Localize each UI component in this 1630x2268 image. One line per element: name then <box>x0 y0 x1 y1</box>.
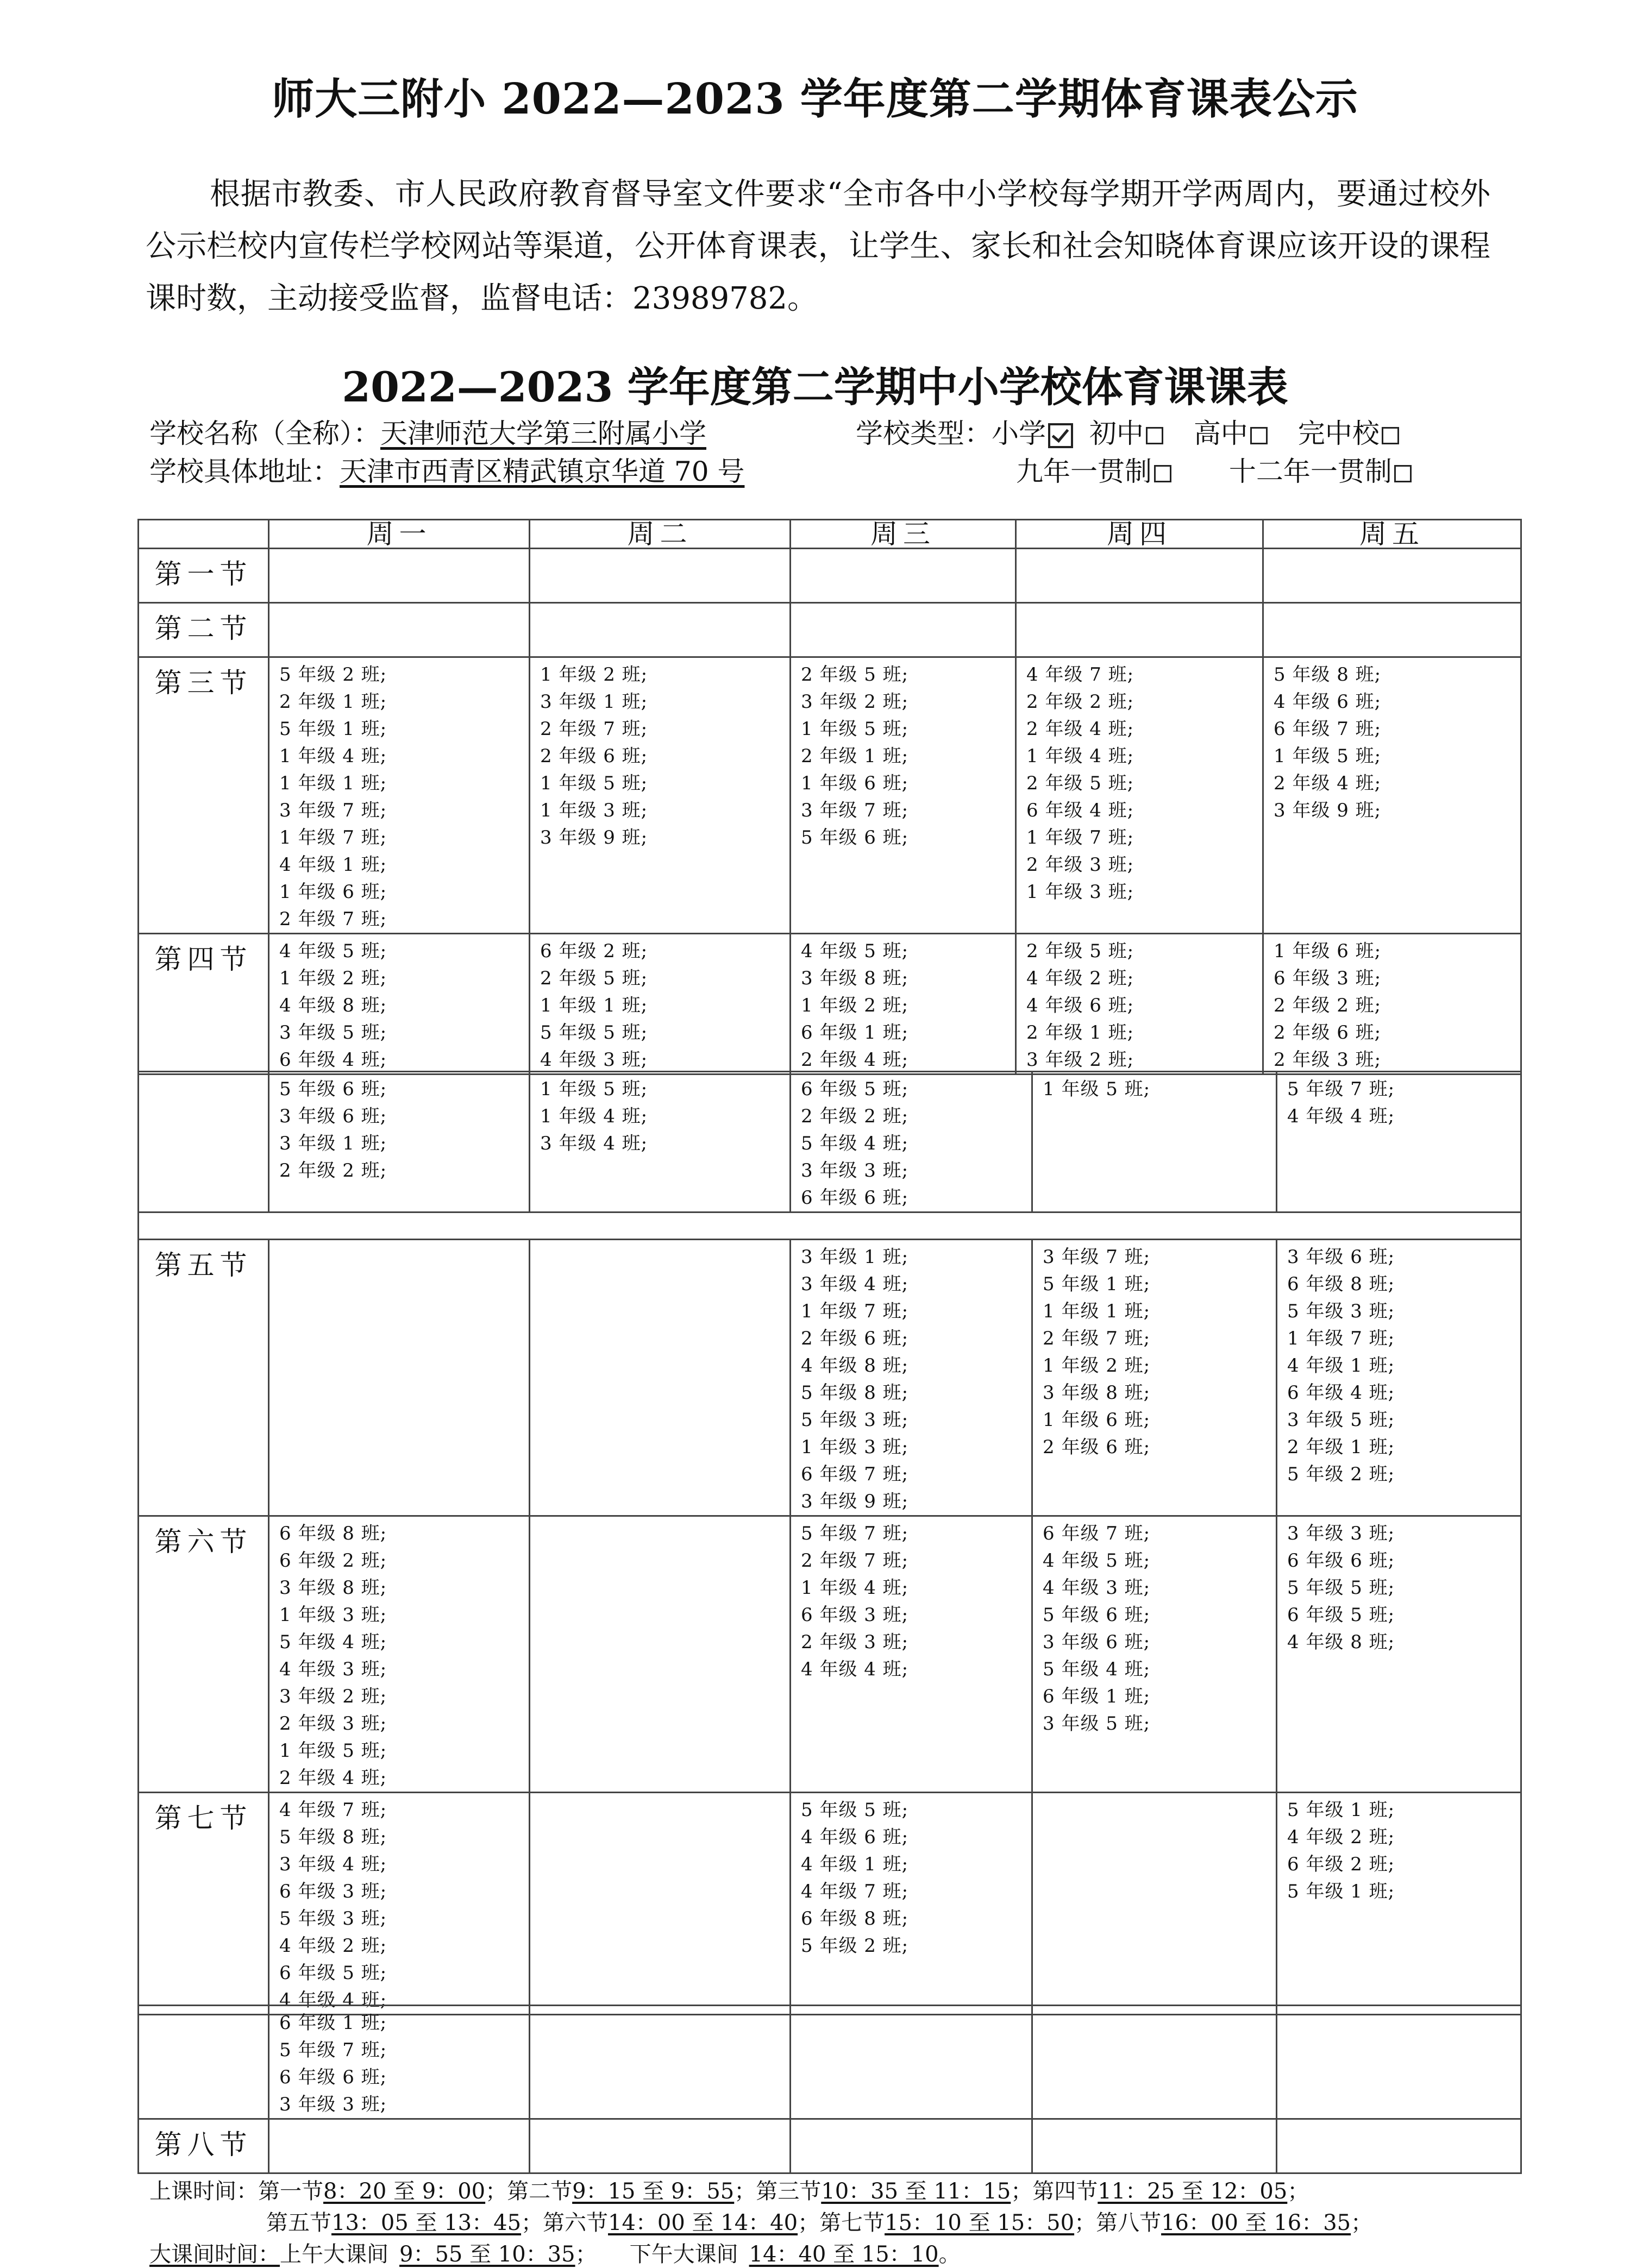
class-entry: 5 年级 6 班; <box>279 1078 387 1100</box>
class-entry: 2 年级 6 班; <box>1043 1436 1151 1458</box>
period-4-continued-label <box>139 1072 269 1212</box>
pm-break-label: 下午大课间 <box>629 2242 738 2267</box>
slot-cell <box>791 934 1016 1075</box>
class-entry: 5 年级 7 班; <box>279 2039 387 2061</box>
class-entry: 5 年级 5 班; <box>1287 1577 1395 1599</box>
school-type-row-2 <box>1016 450 1412 489</box>
class-entry: 3 年级 9 班; <box>801 1491 909 1512</box>
class-entry: 3 年级 7 班; <box>279 800 387 821</box>
class-entry: 6 年级 4 班; <box>279 1049 387 1071</box>
checkbox-icon[interactable] <box>1382 427 1399 444</box>
class-entry: 5 年级 8 班; <box>279 1826 387 1848</box>
slot-cell <box>1277 1516 1521 1793</box>
class-entry: 2 年级 1 班; <box>1287 1436 1395 1458</box>
slot-cell <box>1277 1240 1521 1516</box>
class-entry: 6 年级 2 班; <box>540 940 648 962</box>
slot-cell <box>1277 2006 1521 2119</box>
class-entry: 6 年级 1 班; <box>801 1022 909 1044</box>
separator: ； <box>1074 2210 1096 2235</box>
class-entry: 2 年级 4 班; <box>801 1049 909 1071</box>
slot-cell <box>269 1240 530 1516</box>
page-title: 师大三附小 2022—2023 学年度第二学期体育课表公示 <box>272 74 1358 124</box>
class-entry: 3 年级 5 班; <box>1287 1409 1395 1431</box>
class-entry: 5 年级 1 班; <box>1287 1881 1395 1902</box>
class-entry: 6 年级 6 班; <box>1287 1550 1395 1572</box>
class-times-line-1 <box>149 2174 1309 2205</box>
class-entry: 6 年级 5 班; <box>801 1078 909 1100</box>
class-entry: 3 年级 8 班; <box>801 967 909 989</box>
period-7-label: 第七节 <box>139 1793 269 2015</box>
class-entry: 3 年级 8 班; <box>279 1577 387 1599</box>
class-entry: 5 年级 3 班; <box>801 1409 909 1431</box>
class-entry: 6 年级 6 班; <box>801 1187 909 1209</box>
class-entry: 2 年级 6 班; <box>801 1328 909 1349</box>
slot-cell <box>1032 1240 1277 1516</box>
class-entry: 1 年级 1 班; <box>540 995 648 1016</box>
class-entry: 2 年级 4 班; <box>1026 718 1134 740</box>
class-entry: 5 年级 7 班; <box>801 1523 909 1544</box>
slot-cell <box>1032 2006 1277 2119</box>
pm-break-time: 14：40 至 15：10 <box>749 2242 939 2267</box>
slot-cell <box>1016 603 1263 657</box>
slot-cell <box>269 934 530 1075</box>
slot-cell <box>1263 934 1521 1075</box>
separator: ； <box>1351 2210 1373 2235</box>
class-entry: 6 年级 8 班; <box>1287 1273 1395 1295</box>
class-entry: 6 年级 5 班; <box>279 1962 387 1984</box>
slot-cell <box>791 1516 1032 1793</box>
class-entry: 5 年级 6 班; <box>1043 1604 1151 1626</box>
class-entry: 1 年级 6 班; <box>1274 940 1382 962</box>
slot-cell <box>530 1072 791 1212</box>
class-entry: 6 年级 3 班; <box>1274 967 1382 989</box>
class-entry: 4 年级 3 班; <box>540 1049 648 1071</box>
class-entry: 1 年级 3 班; <box>540 800 648 821</box>
class-entry: 2 年级 3 班; <box>1274 1049 1382 1071</box>
slot-cell <box>530 1516 791 1793</box>
class-entry: 1 年级 4 班; <box>801 1577 909 1599</box>
slot-cell <box>269 657 530 934</box>
class-entry: 3 年级 6 班; <box>279 1105 387 1127</box>
class-entry: 5 年级 2 班; <box>801 1935 909 1957</box>
class-entry: 1 年级 4 班; <box>540 1105 648 1127</box>
period-6-time-label: 第六节 <box>543 2210 609 2235</box>
school-address-value: 天津市西青区精武镇京华道 70 号 <box>340 456 745 487</box>
checkbox-icon[interactable] <box>1250 427 1268 444</box>
class-entry: 2 年级 5 班; <box>801 664 909 686</box>
class-entry: 1 年级 4 班; <box>279 745 387 767</box>
period-6-time: 14：00 至 14：40 <box>608 2210 798 2235</box>
class-entry: 4 年级 1 班; <box>279 854 387 876</box>
class-entry: 3 年级 7 班; <box>1043 1246 1151 1268</box>
class-entry: 4 年级 1 班; <box>801 1854 909 1875</box>
corner-cell <box>139 520 269 549</box>
period-3-time-label: 第三节 <box>756 2179 822 2204</box>
class-entry: 2 年级 5 班; <box>540 967 648 989</box>
class-entry: 3 年级 2 班; <box>1026 1049 1134 1071</box>
class-entry: 3 年级 2 班; <box>279 1686 387 1707</box>
break-time-label: 大课间时间： <box>149 2242 280 2267</box>
class-entry: 4 年级 7 班; <box>801 1881 909 1902</box>
class-entry: 1 年级 3 班; <box>1026 881 1134 903</box>
class-entry: 4 年级 3 班; <box>1043 1577 1151 1599</box>
class-entry: 3 年级 1 班; <box>801 1246 909 1268</box>
slot-cell <box>791 1072 1032 1212</box>
school-name-value: 天津师范大学第三附属小学 <box>380 418 706 449</box>
class-entry: 4 年级 6 班; <box>1274 691 1382 713</box>
class-entry: 2 年级 3 班; <box>801 1631 909 1653</box>
class-entry: 1 年级 5 班; <box>540 772 648 794</box>
class-entry: 4 年级 6 班; <box>801 1826 909 1848</box>
class-entry: 3 年级 1 班; <box>279 1133 387 1154</box>
class-entry: 4 年级 7 班; <box>1026 664 1134 686</box>
slot-cell <box>269 603 530 657</box>
day-header-fri: 周五 <box>1263 520 1521 549</box>
school-address-row <box>149 450 744 489</box>
class-entry: 1 年级 5 班; <box>279 1740 387 1762</box>
class-entry: 2 年级 6 班; <box>540 745 648 767</box>
class-entry: 1 年级 7 班; <box>1026 827 1134 849</box>
separator: ； <box>575 2242 597 2267</box>
slot-cell <box>530 549 791 603</box>
class-entry: 3 年级 4 班; <box>279 1854 387 1875</box>
class-entry: 3 年级 6 班; <box>1287 1246 1395 1268</box>
slot-cell <box>1277 1072 1521 1212</box>
period-5-time: 13：05 至 13：45 <box>331 2210 522 2235</box>
class-entry: 5 年级 5 班; <box>801 1799 909 1821</box>
am-break-time: 9：55 至 10：35 <box>399 2242 575 2267</box>
class-entry: 3 年级 4 班; <box>801 1273 909 1295</box>
period-4-time-label: 第四节 <box>1032 2179 1098 2204</box>
type-nine-label: 九年一贯制 <box>1016 456 1152 487</box>
class-entry: 2 年级 7 班; <box>801 1550 909 1572</box>
class-entry: 2 年级 4 班; <box>279 1767 387 1789</box>
slot-cell <box>530 603 791 657</box>
school-type-row <box>856 412 1399 451</box>
class-entry: 6 年级 1 班; <box>279 2012 387 2034</box>
class-entry: 2 年级 2 班; <box>1026 691 1134 713</box>
type-primary-label: 小学 <box>992 418 1046 449</box>
am-break-label: 上午大课间 <box>280 2242 388 2267</box>
slot-cell <box>1263 549 1521 603</box>
class-entry: 3 年级 1 班; <box>540 691 648 713</box>
class-entry: 1 年级 1 班; <box>279 772 387 794</box>
period-5-label: 第五节 <box>139 1240 269 1516</box>
slot-cell <box>530 1240 791 1516</box>
class-entry: 1 年级 5 班; <box>801 718 909 740</box>
period-8-time: 16：00 至 16：35 <box>1161 2210 1351 2235</box>
class-entry: 1 年级 2 班; <box>1043 1355 1151 1377</box>
slot-cell <box>1016 549 1263 603</box>
class-entry: 1 年级 3 班; <box>801 1436 909 1458</box>
class-time-label: 上课时间： <box>149 2179 258 2204</box>
class-entry: 2 年级 1 班; <box>279 691 387 713</box>
class-entry: 6 年级 6 班; <box>279 2066 387 2088</box>
class-entry: 1 年级 2 班; <box>279 967 387 989</box>
slot-cell <box>1263 657 1521 934</box>
class-entry: 5 年级 2 班; <box>279 664 387 686</box>
period-6-label: 第六节 <box>139 1516 269 1793</box>
period-2-time: 9：15 至 9：55 <box>572 2179 735 2204</box>
class-entry: 3 年级 4 班; <box>540 1133 648 1154</box>
class-entry: 4 年级 1 班; <box>1287 1355 1395 1377</box>
day-header-thu: 周四 <box>1016 520 1263 549</box>
class-entry: 3 年级 3 班; <box>801 1160 909 1182</box>
slot-cell <box>1016 657 1263 934</box>
class-entry: 1 年级 2 班; <box>801 995 909 1016</box>
class-entry: 2 年级 1 班; <box>801 745 909 767</box>
slot-cell <box>269 1516 530 1793</box>
class-entry: 2 年级 2 班; <box>1274 995 1382 1016</box>
period-7-time-label: 第七节 <box>819 2210 885 2235</box>
day-header-wed: 周三 <box>791 520 1016 549</box>
type-junior-label: 初中 <box>1089 418 1144 449</box>
class-entry: 4 年级 2 班; <box>1287 1826 1395 1848</box>
schedule-table-part-2 <box>137 1071 1522 2015</box>
table-title: 2022—2023 学年度第二学期中小学校体育课课表 <box>342 363 1288 411</box>
schedule-table-part-1 <box>137 519 1522 1075</box>
period-7-time: 15：10 至 15：50 <box>885 2210 1075 2235</box>
slot-cell <box>1263 603 1521 657</box>
type-twelve-label: 十二年一贯制 <box>1228 456 1392 487</box>
class-entry: 5 年级 3 班; <box>279 1908 387 1930</box>
class-entry: 2 年级 2 班; <box>279 1160 387 1182</box>
period-1-time-label: 第一节 <box>258 2179 323 2204</box>
period-5-time-label: 第五节 <box>266 2210 331 2235</box>
day-header-mon: 周一 <box>269 520 530 549</box>
class-entry: 5 年级 1 班; <box>1287 1799 1395 1821</box>
end-mark: 。 <box>938 2242 961 2267</box>
period-3-time: 10：35 至 11：15 <box>821 2179 1011 2204</box>
class-entry: 4 年级 2 班; <box>1026 967 1134 989</box>
class-entry: 4 年级 8 班; <box>1287 1631 1395 1653</box>
period-1-label: 第一节 <box>139 549 269 603</box>
class-entry: 1 年级 6 班; <box>1043 1409 1151 1431</box>
class-entry: 2 年级 5 班; <box>1026 940 1134 962</box>
spacer-row <box>139 1212 1521 1240</box>
class-entry: 5 年级 4 班; <box>1043 1658 1151 1680</box>
class-entry: 1 年级 2 班; <box>540 664 648 686</box>
slot-cell <box>1032 1072 1277 1212</box>
checkbox-icon[interactable] <box>1146 427 1163 444</box>
slot-cell <box>1032 1793 1277 2015</box>
class-entry: 1 年级 5 班; <box>540 1078 648 1100</box>
class-entry: 1 年级 6 班; <box>279 881 387 903</box>
slot-cell <box>530 2119 791 2173</box>
slot-cell <box>530 934 791 1075</box>
notice-paragraph: 根据市教委、市人民政府教育督导室文件要求“全市各中小学校每学期开学两周内，要通过校外公示栏校内宣传栏学校网站等渠道，公开体育课表，让学生、家长和社会知晓体育课应该开设的课程课时数，主动接受监督，监督电话：23989782。 <box>146 177 1490 316</box>
class-entry: 6 年级 8 班; <box>279 1523 387 1544</box>
slot-cell <box>791 603 1016 657</box>
school-type-label: 学校类型： <box>856 418 992 449</box>
class-entry: 1 年级 1 班; <box>1043 1301 1151 1322</box>
checked-box-icon[interactable] <box>1048 423 1073 448</box>
class-entry: 1 年级 6 班; <box>801 772 909 794</box>
type-complete-label: 完中校 <box>1297 418 1380 449</box>
class-entry: 3 年级 6 班; <box>1043 1631 1151 1653</box>
separator: ； <box>521 2210 543 2235</box>
class-entry: 4 年级 8 班; <box>801 1355 909 1377</box>
class-entry: 5 年级 4 班; <box>279 1631 387 1653</box>
class-entry: 6 年级 2 班; <box>279 1550 387 1572</box>
class-entry: 2 年级 3 班; <box>279 1713 387 1735</box>
class-entry: 3 年级 3 班; <box>1287 1523 1395 1544</box>
class-entry: 6 年级 3 班; <box>279 1881 387 1902</box>
slot-cell <box>791 2006 1032 2119</box>
class-entry: 6 年级 3 班; <box>801 1604 909 1626</box>
class-entry: 3 年级 2 班; <box>801 691 909 713</box>
class-entry: 3 年级 9 班; <box>1274 800 1382 821</box>
schedule-table-part-3 <box>137 2005 1522 2174</box>
class-entry: 5 年级 1 班; <box>279 718 387 740</box>
slot-cell <box>791 2119 1032 2173</box>
class-entry: 5 年级 5 班; <box>540 1022 648 1044</box>
class-entry: 5 年级 4 班; <box>801 1133 909 1154</box>
class-entry: 3 年级 3 班; <box>279 2094 387 2115</box>
class-entry: 6 年级 8 班; <box>801 1908 909 1930</box>
class-entry: 2 年级 7 班; <box>540 718 648 740</box>
class-entry: 6 年级 5 班; <box>1287 1604 1395 1626</box>
separator: ； <box>734 2179 756 2204</box>
slot-cell <box>1277 2119 1521 2173</box>
class-entry: 1 年级 7 班; <box>279 827 387 849</box>
class-entry: 3 年级 7 班; <box>801 800 909 821</box>
class-entry: 4 年级 5 班; <box>801 940 909 962</box>
class-entry: 1 年级 3 班; <box>279 1604 387 1626</box>
class-entry: 4 年级 4 班; <box>1287 1105 1395 1127</box>
class-entry: 2 年级 7 班; <box>279 908 387 930</box>
class-entry: 3 年级 5 班; <box>1043 1713 1151 1735</box>
class-entry: 5 年级 8 班; <box>801 1382 909 1404</box>
class-entry: 1 年级 7 班; <box>801 1301 909 1322</box>
class-entry: 6 年级 7 班; <box>1043 1523 1151 1544</box>
class-entry: 3 年级 5 班; <box>279 1022 387 1044</box>
slot-cell <box>530 2006 791 2119</box>
checkbox-icon[interactable] <box>1154 465 1171 482</box>
slot-cell <box>269 1793 530 2015</box>
class-entry: 1 年级 5 班; <box>1274 745 1382 767</box>
slot-cell <box>269 549 530 603</box>
slot-cell <box>269 1072 530 1212</box>
slot-cell <box>269 2006 530 2119</box>
class-entry: 5 年级 3 班; <box>1287 1301 1395 1322</box>
period-2-label: 第二节 <box>139 603 269 657</box>
class-entry: 4 年级 4 班; <box>279 1989 387 2011</box>
school-name-row <box>149 412 706 451</box>
type-senior-label: 高中 <box>1193 418 1248 449</box>
class-entry: 4 年级 5 班; <box>279 940 387 962</box>
school-name-label: 学校名称（全称）： <box>149 418 380 449</box>
slot-cell <box>1032 2119 1277 2173</box>
class-entry: 5 年级 2 班; <box>1287 1463 1395 1485</box>
period-7-continued-label <box>139 2006 269 2119</box>
period-8-label: 第八节 <box>139 2119 269 2173</box>
class-entry: 1 年级 5 班; <box>1043 1078 1151 1100</box>
class-entry: 2 年级 7 班; <box>1043 1328 1151 1349</box>
slot-cell <box>530 657 791 934</box>
class-entry: 6 年级 2 班; <box>1287 1854 1395 1875</box>
slot-cell <box>791 1793 1032 2015</box>
period-1-time: 8：20 至 9：00 <box>323 2179 486 2204</box>
slot-cell <box>1277 1793 1521 2015</box>
class-entry: 4 年级 6 班; <box>1026 995 1134 1016</box>
period-8-time-label: 第八节 <box>1096 2210 1162 2235</box>
checkbox-icon[interactable] <box>1394 465 1412 482</box>
class-entry: 5 年级 7 班; <box>1287 1078 1395 1100</box>
break-times-line <box>149 2237 961 2268</box>
class-entry: 4 年级 7 班; <box>279 1799 387 1821</box>
separator: ； <box>1287 2179 1309 2204</box>
period-4-time: 11：25 至 12：05 <box>1098 2179 1288 2204</box>
school-address-label: 学校具体地址： <box>149 456 340 487</box>
class-entry: 6 年级 1 班; <box>1043 1686 1151 1707</box>
class-entry: 2 年级 1 班; <box>1026 1022 1134 1044</box>
class-entry: 5 年级 6 班; <box>801 827 909 849</box>
class-entry: 2 年级 6 班; <box>1274 1022 1382 1044</box>
class-entry: 4 年级 2 班; <box>279 1935 387 1957</box>
class-entry: 2 年级 2 班; <box>801 1105 909 1127</box>
class-entry: 6 年级 4 班; <box>1287 1382 1395 1404</box>
class-entry: 4 年级 3 班; <box>279 1658 387 1680</box>
slot-cell <box>530 1793 791 2015</box>
class-entry: 2 年级 4 班; <box>1274 772 1382 794</box>
class-times-line-2 <box>266 2206 1372 2236</box>
class-entry: 4 年级 8 班; <box>279 995 387 1016</box>
class-entry: 6 年级 7 班; <box>801 1463 909 1485</box>
day-header-tue: 周二 <box>530 520 791 549</box>
class-entry: 3 年级 9 班; <box>540 827 648 849</box>
class-entry: 6 年级 4 班; <box>1026 800 1134 821</box>
period-2-time-label: 第二节 <box>507 2179 573 2204</box>
slot-cell <box>1032 1516 1277 1793</box>
separator: ； <box>798 2210 820 2235</box>
class-entry: 1 年级 4 班; <box>1026 745 1134 767</box>
class-entry: 4 年级 4 班; <box>801 1658 909 1680</box>
slot-cell <box>1016 934 1263 1075</box>
class-entry: 1 年级 7 班; <box>1287 1328 1395 1349</box>
class-entry: 2 年级 3 班; <box>1026 854 1134 876</box>
class-entry: 2 年级 5 班; <box>1026 772 1134 794</box>
class-entry: 5 年级 1 班; <box>1043 1273 1151 1295</box>
separator: ； <box>1011 2179 1033 2204</box>
class-entry: 5 年级 8 班; <box>1274 664 1382 686</box>
class-entry: 4 年级 5 班; <box>1043 1550 1151 1572</box>
separator: ； <box>485 2179 507 2204</box>
period-4-label: 第四节 <box>139 934 269 1075</box>
period-3-label: 第三节 <box>139 657 269 934</box>
class-entry: 3 年级 8 班; <box>1043 1382 1151 1404</box>
slot-cell <box>791 657 1016 934</box>
slot-cell <box>791 549 1016 603</box>
class-entry: 6 年级 7 班; <box>1274 718 1382 740</box>
slot-cell <box>269 2119 530 2173</box>
slot-cell <box>791 1240 1032 1516</box>
